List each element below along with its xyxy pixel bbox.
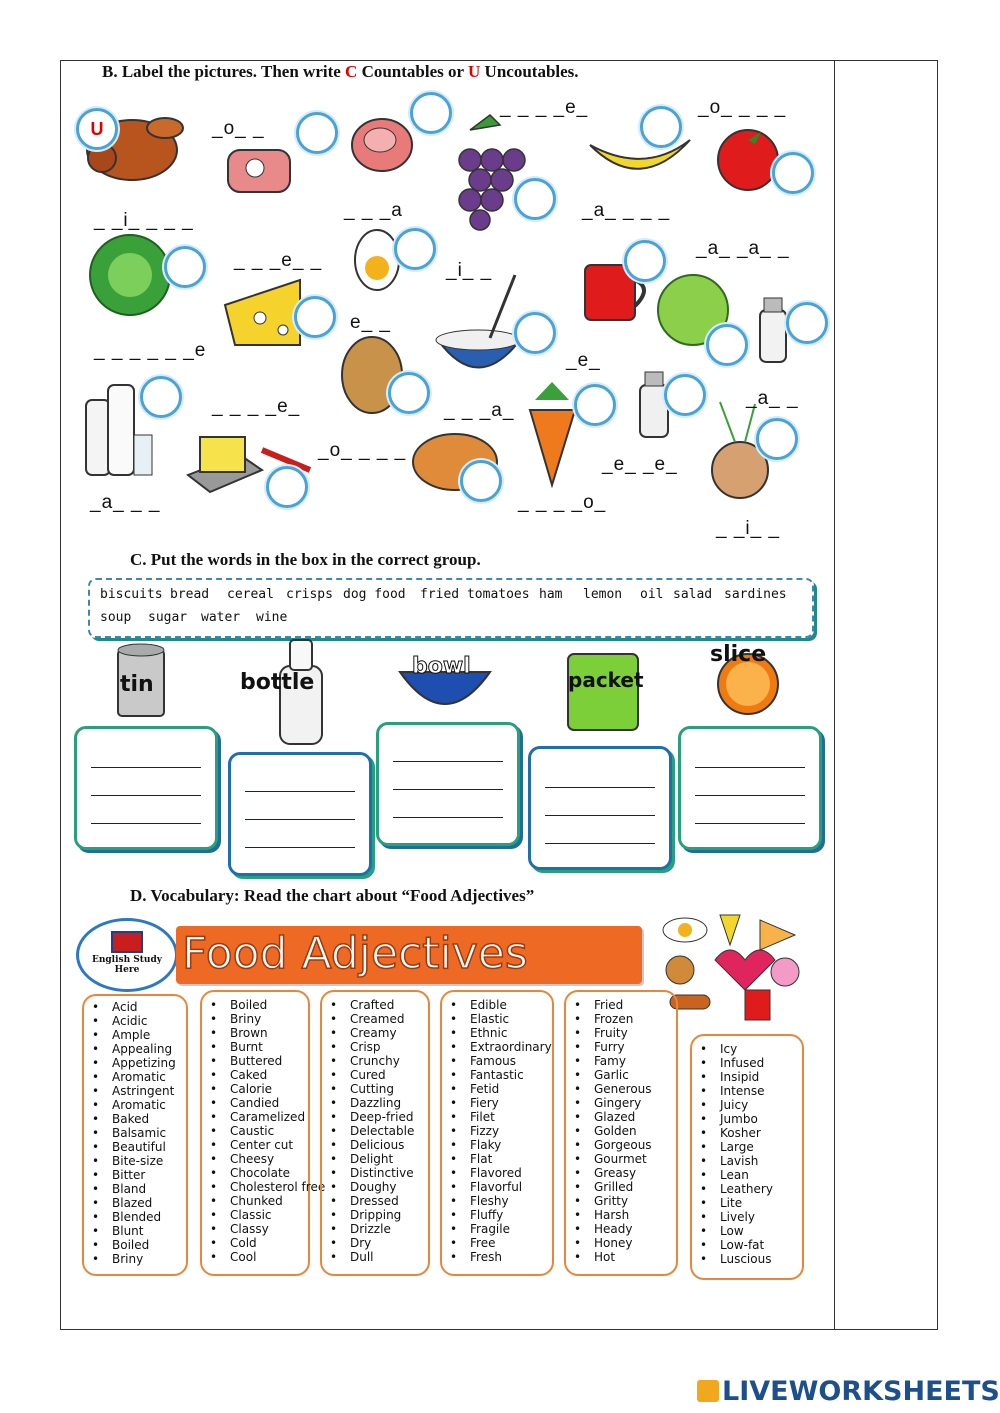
liveworksheets-logo-icon: [697, 1380, 719, 1402]
adjective-item: • Blended: [112, 1210, 161, 1224]
answer-line[interactable]: [545, 815, 655, 816]
adjective-item: • Low-fat: [720, 1238, 764, 1252]
adjective-item: • Brown: [230, 1026, 268, 1040]
answer-line[interactable]: [245, 847, 355, 848]
word-item: crisps: [286, 587, 333, 602]
adjective-item: • Low: [720, 1224, 744, 1238]
adjective-item: • Ample: [112, 1028, 150, 1042]
adjective-item: • Dry: [350, 1236, 371, 1250]
badge-line-1: English Study: [91, 955, 162, 965]
adjective-item: • Dressed: [350, 1194, 399, 1208]
group-label-packet: packet: [568, 668, 644, 692]
adjective-item: • Fragile: [470, 1222, 510, 1236]
answer-circle-potato[interactable]: [388, 372, 430, 414]
adjective-item: • Filet: [470, 1110, 495, 1124]
adjective-item: • Juicy: [720, 1098, 748, 1112]
pattern-grapes: _ _ _ _e_: [500, 97, 589, 118]
pattern-meat: _o_ _: [212, 118, 265, 139]
adjective-item: • Jumbo: [720, 1112, 758, 1126]
word-item: wine: [256, 610, 288, 625]
word-item: oil: [640, 587, 664, 602]
pattern-egg: e_ _: [350, 312, 391, 333]
adjective-item: • Luscious: [720, 1252, 771, 1266]
answer-line[interactable]: [393, 817, 503, 818]
adjective-item: • Flat: [470, 1152, 492, 1166]
adjective-item: • Leathery: [720, 1182, 773, 1196]
answer-circle-sugar[interactable]: [664, 374, 706, 416]
adjective-item: • Beautiful: [112, 1140, 166, 1154]
adjective-item: • Cool: [230, 1250, 256, 1264]
adjective-item: • Infused: [720, 1056, 764, 1070]
answer-circle-butter[interactable]: [266, 466, 308, 508]
group-box-tin: [74, 726, 218, 850]
adjective-item: • Chunked: [230, 1194, 283, 1208]
adjective-item: • Large: [720, 1140, 754, 1154]
adjective-item: • Blazed: [112, 1196, 152, 1210]
pattern-tomato: _o_ _ _ _: [698, 97, 787, 118]
adjective-item: • Greasy: [594, 1166, 636, 1180]
answer-circle-meat[interactable]: [296, 112, 338, 154]
pattern-bread: _o_ _ _ _: [318, 440, 407, 461]
answer-circle-onion[interactable]: [756, 418, 798, 460]
adjective-item: • Boiled: [112, 1238, 149, 1252]
word-item: biscuits: [100, 587, 163, 602]
adjective-item: • Candied: [230, 1096, 279, 1110]
adjective-item: • Blunt: [112, 1224, 143, 1238]
answer-line[interactable]: [91, 767, 201, 768]
answer-line[interactable]: [245, 819, 355, 820]
group-box-packet: [528, 746, 672, 870]
adjective-item: • Drizzle: [350, 1222, 391, 1236]
answer-line[interactable]: [393, 761, 503, 762]
adjective-item: • Kosher: [720, 1126, 761, 1140]
section-d-heading: D. Vocabulary: Read the chart about “Food Adjectives”: [130, 886, 535, 905]
adjective-item: • Frozen: [594, 1012, 633, 1026]
adjective-item: • Elastic: [470, 1012, 509, 1026]
grapes-icon: [459, 115, 525, 230]
adjective-item: • Edible: [470, 998, 507, 1012]
group-label-bowl: bowl: [412, 654, 471, 679]
tomato-icon: [718, 130, 778, 190]
adjective-item: • Aromatic: [112, 1098, 166, 1112]
group-box-slice: [678, 726, 822, 850]
meat-icon: [228, 150, 290, 192]
adjective-item: • Fried: [594, 998, 623, 1012]
adjective-item: • Honey: [594, 1236, 632, 1250]
adjective-item: • Boiled: [230, 998, 267, 1012]
adjective-item: • Dull: [350, 1250, 374, 1264]
word-item: ham: [539, 587, 563, 602]
adjective-item: • Dripping: [350, 1208, 401, 1222]
adjective-item: • Calorie: [230, 1082, 272, 1096]
answer-line[interactable]: [695, 767, 805, 768]
adjective-item: • Distinctive: [350, 1166, 414, 1180]
adjective-item: • Delight: [350, 1152, 393, 1166]
pattern-rice: _i_ _: [446, 260, 493, 281]
word-item: lemon: [583, 587, 623, 602]
adjective-item: • Lean: [720, 1168, 749, 1182]
pattern-ham: _ _ _a: [344, 200, 403, 221]
adjective-item: • Harsh: [594, 1208, 629, 1222]
group-box-bowl: [376, 722, 520, 846]
adjective-item: • Glazed: [594, 1110, 635, 1124]
adjective-item: • Generous: [594, 1082, 652, 1096]
word-item: sardines: [724, 587, 787, 602]
banner-title: Food Adjectives: [182, 928, 528, 979]
adjective-item: • Crisp: [350, 1040, 381, 1054]
food-adjectives-banner: [176, 926, 642, 984]
adjective-item: • Ethnic: [470, 1026, 507, 1040]
adjective-item: • Acidic: [112, 1014, 147, 1028]
answer-line[interactable]: [393, 789, 503, 790]
adjective-item: • Fantastic: [470, 1068, 524, 1082]
adjective-item: • Deep-fried: [350, 1110, 413, 1124]
adjective-item: • Heady: [594, 1222, 632, 1236]
pattern-potato: _ _ _ _o_: [518, 492, 607, 513]
word-item: cereal: [227, 587, 274, 602]
adjective-item: • Garlic: [594, 1068, 629, 1082]
adjective-item: • Gorgeous: [594, 1138, 652, 1152]
group-box-bottle: [228, 752, 372, 876]
answer-circle-carrot[interactable]: [574, 384, 616, 426]
adjective-item: • Dazzling: [350, 1096, 401, 1110]
adjective-item: • Fleshy: [470, 1194, 509, 1208]
ham-icon: [352, 119, 412, 171]
adjective-item: • Gourmet: [594, 1152, 647, 1166]
adjective-item: • Burnt: [230, 1040, 263, 1054]
adjective-item: • Cholesterol free: [230, 1180, 325, 1194]
answer-line[interactable]: [91, 795, 201, 796]
adjective-item: • Fiery: [470, 1096, 499, 1110]
adjective-item: • Acid: [112, 1000, 138, 1014]
word-item: salad: [673, 587, 713, 602]
answer-line[interactable]: [695, 795, 805, 796]
adjective-item: • Cutting: [350, 1082, 394, 1096]
adjective-item: • Hot: [594, 1250, 615, 1264]
adjective-item: • Crafted: [350, 998, 394, 1012]
adjective-item: • Flaky: [470, 1138, 501, 1152]
adjective-item: • Intense: [720, 1084, 764, 1098]
adjective-item: • Buttered: [230, 1054, 282, 1068]
adjective-item: • Cheesy: [230, 1152, 274, 1166]
word-box: [88, 578, 814, 638]
adjective-item: • Chocolate: [230, 1166, 290, 1180]
answer-circle-grapes[interactable]: [514, 178, 556, 220]
adjective-item: • Delicious: [350, 1138, 404, 1152]
adjective-item: • Cold: [230, 1236, 257, 1250]
adjective-item: • Furry: [594, 1040, 625, 1054]
adjective-column-2: [200, 990, 326, 1276]
adjective-item: • Fruity: [594, 1026, 628, 1040]
liveworksheets-brand: LIVEWORKSHEETS: [722, 1376, 1000, 1407]
adjective-item: • Briny: [112, 1252, 143, 1266]
section-c-heading: C. Put the words in the box in the correct group.: [130, 550, 481, 569]
answer-circle-tomato[interactable]: [772, 152, 814, 194]
adjective-item: • Creamy: [350, 1026, 397, 1040]
adjective-item: • Extraordinary: [470, 1040, 552, 1054]
english-study-badge: [76, 918, 178, 992]
adjective-item: • Fresh: [470, 1250, 502, 1264]
salt-icon: [760, 298, 786, 362]
adjective-item: • Fetid: [470, 1082, 499, 1096]
group-label-bottle: bottle: [240, 670, 315, 695]
adjective-item: • Crunchy: [350, 1054, 400, 1068]
adjective-column-4: [440, 990, 554, 1276]
word-item: fried tomatoes: [420, 587, 530, 602]
adjective-item: • Caked: [230, 1068, 267, 1082]
answer-line[interactable]: [245, 791, 355, 792]
food-collage-icon: [660, 910, 810, 1028]
answer-circle-tea[interactable]: [624, 240, 666, 282]
answer-circle-water[interactable]: [140, 376, 182, 418]
word-item: dog food: [343, 587, 406, 602]
adjective-item: • Fizzy: [470, 1124, 499, 1138]
cheese-icon: [225, 280, 300, 345]
adjective-item: • Appealing: [112, 1042, 172, 1056]
adjective-item: • Delectable: [350, 1124, 414, 1138]
sugar-shaker-icon: [640, 372, 668, 437]
pattern-onion: _ _i_ _: [716, 518, 781, 539]
pattern-tea: _e_: [566, 350, 601, 371]
adjective-item: • Bland: [112, 1182, 146, 1196]
adjective-item: • Bitter: [112, 1168, 145, 1182]
adjective-item: • Classy: [230, 1222, 269, 1236]
pattern-onion-hint: _a_ _: [746, 388, 799, 409]
flag-icon: [111, 931, 143, 953]
answer-circle-rice[interactable]: [514, 312, 556, 354]
packet-icon: [568, 654, 638, 730]
adjective-item: • Appetizing: [112, 1056, 176, 1070]
pattern-banana: _a_ _ _ _: [582, 200, 671, 221]
word-item: sugar: [148, 610, 188, 625]
pattern-carrot: _ _ _a_: [444, 400, 515, 421]
word-item: bread: [170, 587, 210, 602]
adjective-item: • Lively: [720, 1210, 755, 1224]
adjective-item: • Balsamic: [112, 1126, 166, 1140]
adjective-item: • Doughy: [350, 1180, 397, 1194]
adjective-item: • Baked: [112, 1112, 149, 1126]
answer-circle-chicken[interactable]: U: [76, 108, 118, 150]
adjective-column-5: [564, 990, 678, 1276]
adjective-item: • Lavish: [720, 1154, 758, 1168]
section-b-heading: B. Label the pictures. Then write C Countables or U Uncoutables.: [102, 62, 579, 81]
adjective-item: • Famy: [594, 1054, 626, 1068]
answer-circle-ham[interactable]: [410, 92, 452, 134]
banana-icon: [590, 140, 690, 169]
pattern-sugar: _e_ _e_: [602, 454, 678, 475]
pattern-water: _a_ _ _: [90, 492, 161, 513]
adjective-item: • Flavorful: [470, 1180, 522, 1194]
adjective-item: • Astringent: [112, 1084, 174, 1098]
adjective-column-1: [82, 994, 188, 1276]
adjective-item: • Insipid: [720, 1070, 759, 1084]
adjective-item: • Creamed: [350, 1012, 404, 1026]
answer-line[interactable]: [91, 823, 201, 824]
adjective-item: • Fluffy: [470, 1208, 503, 1222]
adjective-item: • Flavored: [470, 1166, 522, 1180]
answer-circle-egg[interactable]: [394, 228, 436, 270]
answer-line[interactable]: [545, 843, 655, 844]
adjective-item: • Briny: [230, 1012, 261, 1026]
group-label-slice: slice: [710, 642, 767, 667]
pattern-cheese: _ _ _e_ _: [234, 250, 323, 271]
group-label-tin: tin: [120, 672, 154, 697]
answer-line[interactable]: [695, 823, 805, 824]
egg-icon: [355, 230, 399, 290]
adjective-item: • Gritty: [594, 1194, 628, 1208]
adjective-item: • Lite: [720, 1196, 742, 1210]
word-item: water: [201, 610, 241, 625]
adjective-item: • Center cut: [230, 1138, 293, 1152]
adjective-item: • Icy: [720, 1042, 737, 1056]
pattern-chicken: _ _i_ _ _ _: [94, 210, 194, 231]
lettuce-icon: [90, 235, 170, 315]
adjective-item: • Caramelized: [230, 1110, 305, 1124]
adjective-column-3: [320, 990, 430, 1276]
adjective-item: • Aromatic: [112, 1070, 166, 1084]
badge-line-2: Here: [114, 965, 140, 975]
adjective-item: • Famous: [470, 1054, 516, 1068]
pattern-butter: _ _ _ _e_: [212, 396, 301, 417]
adjective-item: • Cured: [350, 1068, 386, 1082]
answer-circle-lettuce[interactable]: [164, 246, 206, 288]
answer-circle-cheese[interactable]: [294, 296, 336, 338]
adjective-column-6: [690, 1034, 804, 1280]
answer-circle-salt[interactable]: [786, 302, 828, 344]
adjective-item: • Caustic: [230, 1124, 274, 1138]
answer-circle-cabbage[interactable]: [706, 324, 748, 366]
word-item: soup: [100, 610, 132, 625]
pattern-lettuce: _ _ _ _ _ _e: [94, 340, 207, 361]
answer-line[interactable]: [545, 787, 655, 788]
rice-bowl-icon: [436, 275, 520, 368]
pattern-cabbage: _a_ _a_ _: [696, 238, 790, 259]
food-pictures: [0, 0, 1000, 540]
adjective-item: • Grilled: [594, 1180, 633, 1194]
adjective-item: • Bite-size: [112, 1154, 163, 1168]
adjective-item: • Classic: [230, 1208, 272, 1222]
adjective-item: • Free: [470, 1236, 495, 1250]
answer-circle-banana[interactable]: [640, 106, 682, 148]
adjective-item: • Golden: [594, 1124, 637, 1138]
adjective-item: • Gingery: [594, 1096, 641, 1110]
carrot-icon: [530, 382, 575, 485]
answer-circle-bread[interactable]: [460, 460, 502, 502]
